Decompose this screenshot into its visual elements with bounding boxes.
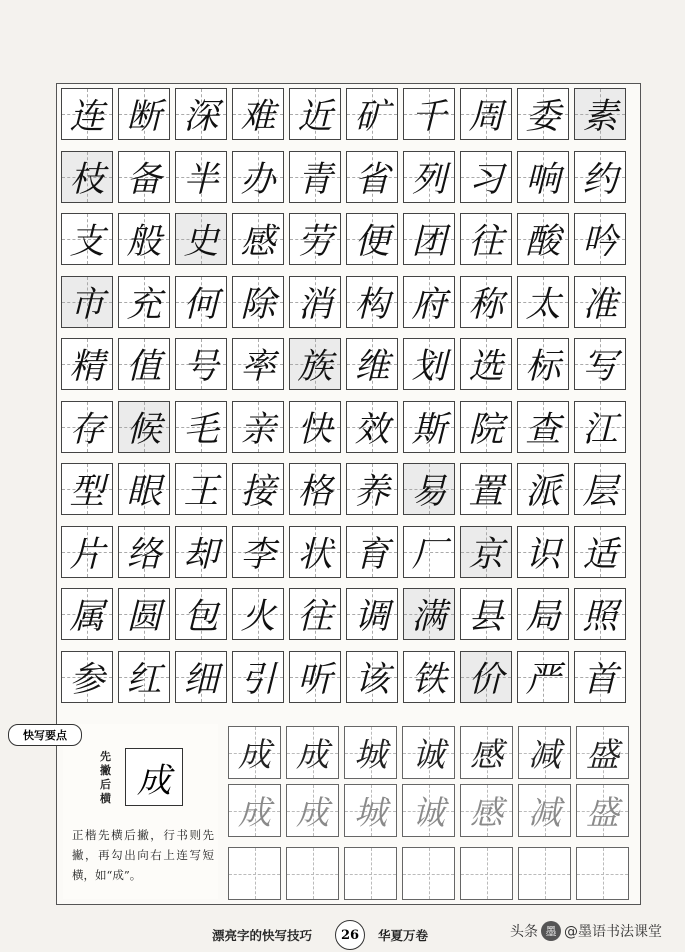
grid-cell xyxy=(289,88,341,140)
grid-cell xyxy=(346,151,398,203)
grid-cell xyxy=(61,276,113,328)
practice-cell xyxy=(460,726,513,779)
grid-char: 矿 xyxy=(354,97,390,137)
grid-cell xyxy=(574,338,626,390)
grid-char: 毛 xyxy=(183,409,219,450)
grid-cell xyxy=(61,526,113,578)
publisher: 华夏万卷 xyxy=(378,928,429,943)
grid-cell xyxy=(403,338,455,390)
grid-cell xyxy=(175,526,227,578)
grid-char: 置 xyxy=(468,472,504,512)
practice-char: 成 xyxy=(238,793,271,832)
grid-cell xyxy=(118,338,170,390)
grid-cell xyxy=(517,213,569,265)
grid-cell xyxy=(346,401,398,453)
grid-char: 王 xyxy=(183,472,219,512)
grid-char: 引 xyxy=(240,659,276,700)
grid-cell xyxy=(289,213,341,265)
grid-cell xyxy=(61,151,113,203)
grid-cell xyxy=(289,338,341,390)
grid-cell xyxy=(175,338,227,390)
grid-char: 族 xyxy=(297,347,333,387)
grid-char: 价 xyxy=(468,659,504,700)
page-number: 26 xyxy=(335,920,365,950)
grid-char: 率 xyxy=(240,347,276,387)
grid-cell xyxy=(460,151,512,203)
grid-char: 参 xyxy=(69,659,105,700)
grid-char: 火 xyxy=(240,597,276,637)
practice-char: 诚 xyxy=(412,793,445,832)
account-avatar-icon: 墨 xyxy=(541,921,561,941)
grid-char: 感 xyxy=(240,222,276,262)
grid-char: 厂 xyxy=(411,534,447,575)
grid-char: 李 xyxy=(240,534,276,575)
grid-char: 委 xyxy=(525,97,561,137)
grid-cell xyxy=(403,588,455,640)
grid-char: 快 xyxy=(297,409,333,450)
grid-char: 般 xyxy=(126,222,162,262)
grid-cell xyxy=(175,88,227,140)
practice-char: 诚 xyxy=(412,735,445,774)
grid-cell xyxy=(61,338,113,390)
grid-char: 院 xyxy=(468,409,504,450)
grid-char: 消 xyxy=(297,284,333,325)
grid-char: 号 xyxy=(183,347,219,387)
grid-cell xyxy=(517,151,569,203)
grid-char: 亲 xyxy=(240,409,276,450)
practice-empty-cell xyxy=(518,847,571,900)
grid-cell xyxy=(574,151,626,203)
grid-cell xyxy=(574,526,626,578)
grid-cell xyxy=(61,401,113,453)
grid-cell xyxy=(460,463,512,515)
grid-cell xyxy=(460,276,512,328)
grid-char: 却 xyxy=(183,534,219,575)
practice-cell xyxy=(286,726,339,779)
grid-char: 府 xyxy=(411,284,447,325)
watermark xyxy=(510,918,680,944)
practice-cell xyxy=(402,784,455,837)
grid-cell xyxy=(346,276,398,328)
grid-cell xyxy=(517,588,569,640)
grid-cell xyxy=(289,401,341,453)
grid-char: 枝 xyxy=(69,159,105,200)
grid-cell xyxy=(232,88,284,140)
grid-char: 支 xyxy=(69,222,105,262)
grid-cell xyxy=(346,88,398,140)
practice-char: 盛 xyxy=(586,735,619,774)
grid-cell xyxy=(517,651,569,703)
grid-cell xyxy=(175,213,227,265)
grid-cell xyxy=(232,463,284,515)
grid-char: 调 xyxy=(354,597,390,637)
grid-char: 标 xyxy=(525,347,561,387)
grid-char: 连 xyxy=(69,97,105,137)
grid-cell xyxy=(574,651,626,703)
grid-cell xyxy=(232,401,284,453)
grid-char: 素 xyxy=(582,97,618,137)
grid-char: 候 xyxy=(126,409,162,450)
grid-cell xyxy=(118,526,170,578)
grid-char: 市 xyxy=(69,284,105,325)
grid-char: 适 xyxy=(582,534,618,575)
grid-char: 划 xyxy=(411,347,447,387)
practice-empty-cell xyxy=(228,847,281,900)
grid-char: 吟 xyxy=(582,222,618,262)
grid-char: 养 xyxy=(354,472,390,512)
grid-cell xyxy=(289,651,341,703)
grid-cell xyxy=(403,401,455,453)
grid-cell xyxy=(403,213,455,265)
watermark-prefix: 头条 xyxy=(510,924,538,940)
practice-char: 城 xyxy=(354,735,387,774)
practice-cell xyxy=(518,726,571,779)
grid-cell xyxy=(574,401,626,453)
grid-cell xyxy=(403,651,455,703)
practice-cell xyxy=(576,784,629,837)
grid-cell xyxy=(118,213,170,265)
grid-char: 江 xyxy=(582,409,618,450)
grid-char: 习 xyxy=(468,159,504,200)
grid-cell xyxy=(61,588,113,640)
grid-cell xyxy=(118,651,170,703)
grid-cell xyxy=(574,588,626,640)
grid-cell xyxy=(61,463,113,515)
practice-char: 成 xyxy=(296,735,329,774)
practice-char: 城 xyxy=(354,793,387,832)
practice-cell xyxy=(518,784,571,837)
practice-char: 感 xyxy=(470,793,503,832)
grid-char: 劳 xyxy=(297,222,333,262)
grid-char: 青 xyxy=(297,159,333,200)
grid-cell xyxy=(118,88,170,140)
grid-char: 局 xyxy=(525,597,561,637)
grid-cell xyxy=(175,588,227,640)
grid-char: 京 xyxy=(468,534,504,575)
grid-char: 写 xyxy=(582,347,618,387)
grid-cell xyxy=(460,588,512,640)
practice-empty-cell xyxy=(344,847,397,900)
grid-char: 斯 xyxy=(411,409,447,450)
grid-cell xyxy=(175,276,227,328)
grid-char: 育 xyxy=(354,534,390,575)
grid-cell xyxy=(118,151,170,203)
grid-cell xyxy=(232,651,284,703)
grid-char: 精 xyxy=(69,347,105,387)
grid-cell xyxy=(175,463,227,515)
grid-cell xyxy=(232,588,284,640)
grid-cell xyxy=(232,276,284,328)
grid-char: 照 xyxy=(582,597,618,637)
grid-cell xyxy=(517,88,569,140)
grid-char: 准 xyxy=(582,284,618,325)
grid-char: 首 xyxy=(582,659,618,700)
tips-example-char: 成 xyxy=(125,748,183,806)
practice-empty-cell xyxy=(460,847,513,900)
grid-char: 听 xyxy=(297,659,333,700)
practice-cell xyxy=(228,726,281,779)
grid-cell xyxy=(517,338,569,390)
grid-char: 派 xyxy=(525,472,561,512)
practice-cell xyxy=(228,784,281,837)
grid-cell xyxy=(232,213,284,265)
grid-cell xyxy=(460,651,512,703)
grid-cell xyxy=(574,463,626,515)
grid-char: 状 xyxy=(297,534,333,575)
grid-char: 酸 xyxy=(525,222,561,262)
practice-char: 减 xyxy=(528,735,561,774)
grid-char: 便 xyxy=(354,222,390,262)
grid-char: 列 xyxy=(411,159,447,200)
grid-cell xyxy=(289,276,341,328)
grid-char: 响 xyxy=(525,159,561,200)
grid-cell xyxy=(175,651,227,703)
grid-cell xyxy=(346,651,398,703)
grid-cell xyxy=(289,588,341,640)
grid-cell xyxy=(61,213,113,265)
grid-cell xyxy=(403,526,455,578)
grid-char: 铁 xyxy=(411,659,447,700)
grid-char: 层 xyxy=(582,472,618,512)
grid-char: 效 xyxy=(354,409,390,450)
grid-char: 严 xyxy=(525,659,561,700)
grid-char: 团 xyxy=(411,222,447,262)
book-title: 漂亮字的快写技巧 xyxy=(212,928,313,943)
grid-cell xyxy=(460,88,512,140)
grid-cell xyxy=(574,213,626,265)
grid-char: 值 xyxy=(126,347,162,387)
grid-char: 断 xyxy=(126,97,162,137)
practice-char: 盛 xyxy=(586,793,619,832)
grid-char: 史 xyxy=(183,222,219,262)
grid-cell xyxy=(517,276,569,328)
grid-char: 细 xyxy=(183,659,219,700)
grid-char: 红 xyxy=(126,659,162,700)
grid-cell xyxy=(61,651,113,703)
grid-char: 千 xyxy=(411,97,447,137)
grid-cell xyxy=(289,463,341,515)
grid-char: 易 xyxy=(411,472,447,512)
grid-char: 往 xyxy=(468,222,504,262)
grid-cell xyxy=(61,88,113,140)
grid-char: 往 xyxy=(297,597,333,637)
grid-char: 查 xyxy=(525,409,561,450)
grid-cell xyxy=(118,588,170,640)
grid-char: 充 xyxy=(126,284,162,325)
tips-label: 快写要点 xyxy=(8,724,82,746)
grid-cell xyxy=(460,401,512,453)
grid-char: 县 xyxy=(468,597,504,637)
grid-cell xyxy=(403,463,455,515)
grid-cell xyxy=(574,88,626,140)
grid-cell xyxy=(346,588,398,640)
grid-char: 片 xyxy=(69,534,105,575)
practice-empty-cell xyxy=(402,847,455,900)
grid-char: 省 xyxy=(354,159,390,200)
grid-cell xyxy=(346,338,398,390)
grid-char: 周 xyxy=(468,97,504,137)
practice-char: 成 xyxy=(296,793,329,832)
grid-cell xyxy=(289,526,341,578)
grid-char: 近 xyxy=(297,97,333,137)
grid-cell xyxy=(517,526,569,578)
grid-cell xyxy=(175,151,227,203)
practice-cell xyxy=(576,726,629,779)
grid-char: 满 xyxy=(411,597,447,637)
grid-char: 约 xyxy=(582,159,618,200)
grid-cell xyxy=(118,276,170,328)
grid-char: 何 xyxy=(183,284,219,325)
grid-cell xyxy=(346,526,398,578)
grid-char: 称 xyxy=(468,284,504,325)
practice-cell xyxy=(344,726,397,779)
tips-rule: 先撇后横 xyxy=(100,750,111,805)
grid-char: 除 xyxy=(240,284,276,325)
grid-char: 备 xyxy=(126,159,162,200)
grid-cell xyxy=(232,526,284,578)
grid-cell xyxy=(517,401,569,453)
grid-char: 眼 xyxy=(126,472,162,512)
grid-cell xyxy=(403,276,455,328)
grid-char: 该 xyxy=(354,659,390,700)
grid-char: 办 xyxy=(240,159,276,200)
practice-cell xyxy=(286,784,339,837)
grid-char: 接 xyxy=(240,472,276,512)
grid-cell xyxy=(346,213,398,265)
grid-char: 识 xyxy=(525,534,561,575)
tips-text: 正楷先横后撇，行书则先撇，再勾出向右上连写短横，如“成”。 xyxy=(72,828,214,882)
grid-char: 难 xyxy=(240,97,276,137)
grid-cell xyxy=(232,151,284,203)
grid-char: 圆 xyxy=(126,597,162,637)
grid-cell xyxy=(517,463,569,515)
grid-char: 存 xyxy=(69,409,105,450)
grid-cell xyxy=(460,338,512,390)
grid-cell xyxy=(118,401,170,453)
grid-char: 选 xyxy=(468,347,504,387)
practice-cell xyxy=(402,726,455,779)
watermark-account: @墨语书法课堂 xyxy=(564,924,662,940)
grid-char: 维 xyxy=(354,347,390,387)
grid-cell xyxy=(403,151,455,203)
grid-cell xyxy=(403,88,455,140)
grid-char: 半 xyxy=(183,159,219,200)
grid-cell xyxy=(232,338,284,390)
grid-char: 属 xyxy=(69,597,105,637)
practice-cell xyxy=(460,784,513,837)
grid-cell xyxy=(346,463,398,515)
grid-cell xyxy=(175,401,227,453)
practice-empty-cell xyxy=(576,847,629,900)
practice-char: 减 xyxy=(528,793,561,832)
grid-char: 深 xyxy=(183,97,219,137)
grid-cell xyxy=(574,276,626,328)
grid-cell xyxy=(460,526,512,578)
practice-cell xyxy=(344,784,397,837)
grid-char: 格 xyxy=(297,472,333,512)
practice-char: 感 xyxy=(470,735,503,774)
practice-empty-cell xyxy=(286,847,339,900)
grid-char: 太 xyxy=(525,284,561,325)
grid-char: 包 xyxy=(183,597,219,637)
grid-cell xyxy=(289,151,341,203)
grid-char: 构 xyxy=(354,284,390,325)
practice-char: 成 xyxy=(238,735,271,774)
grid-cell xyxy=(460,213,512,265)
grid-cell xyxy=(118,463,170,515)
grid-char: 络 xyxy=(126,534,162,575)
grid-char: 型 xyxy=(69,472,105,512)
